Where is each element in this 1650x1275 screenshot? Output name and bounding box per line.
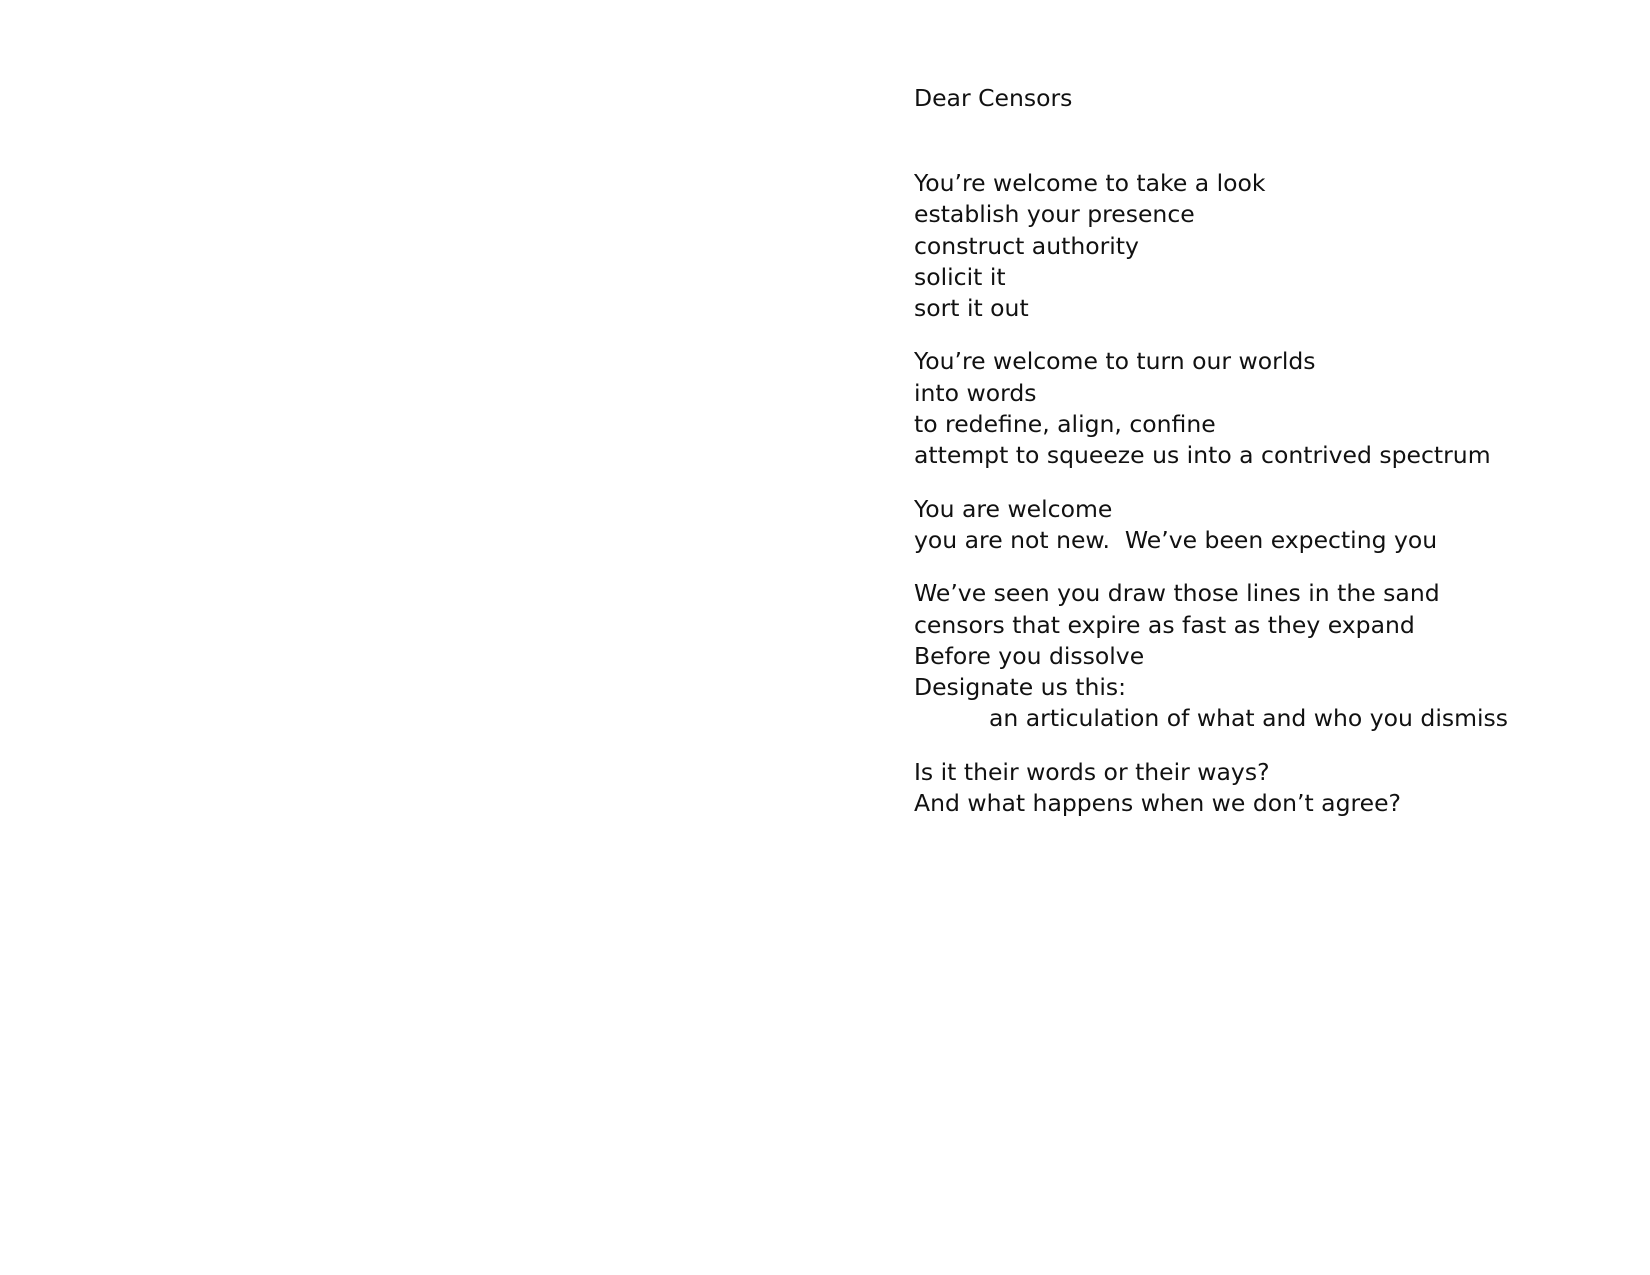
poem-line: you are not new. We’ve been expecting you bbox=[914, 525, 1438, 554]
poem-line: solicit it bbox=[914, 262, 1006, 291]
poem-line: Is it their words or their ways? bbox=[914, 757, 1270, 786]
poem-line: You’re welcome to turn our worlds bbox=[914, 347, 1316, 376]
stanza-4 bbox=[914, 578, 1614, 734]
poem-line: construct authority bbox=[914, 231, 1139, 260]
poem-line: establish your presence bbox=[914, 200, 1195, 229]
poem-line: You’re welcome to take a look bbox=[914, 169, 1266, 197]
stanza-5 bbox=[914, 757, 1614, 820]
stanza-3 bbox=[914, 494, 1614, 557]
poem-line: sort it out bbox=[914, 294, 1029, 323]
poem-line: Designate us this: bbox=[914, 673, 1127, 702]
poem-line: censors that expire as fast as they expand bbox=[914, 610, 1415, 639]
stanza-2 bbox=[914, 346, 1614, 471]
poem-title: Dear Censors bbox=[914, 84, 1073, 112]
poem-line: We’ve seen you draw those lines in the sand bbox=[914, 579, 1440, 608]
poem bbox=[914, 82, 1614, 841]
poem-line-indented: an articulation of what and who you dismiss bbox=[989, 704, 1509, 733]
stanza-1 bbox=[914, 168, 1614, 324]
poem-line: Before you dissolve bbox=[914, 641, 1145, 670]
poem-line: attempt to squeeze us into a contrived spectrum bbox=[914, 441, 1491, 470]
poem-line: to redefine, align, confine bbox=[914, 410, 1216, 439]
poem-line: You are welcome bbox=[914, 494, 1113, 523]
poem-line: And what happens when we don’t agree? bbox=[914, 789, 1402, 818]
poem-line: into words bbox=[914, 378, 1037, 407]
